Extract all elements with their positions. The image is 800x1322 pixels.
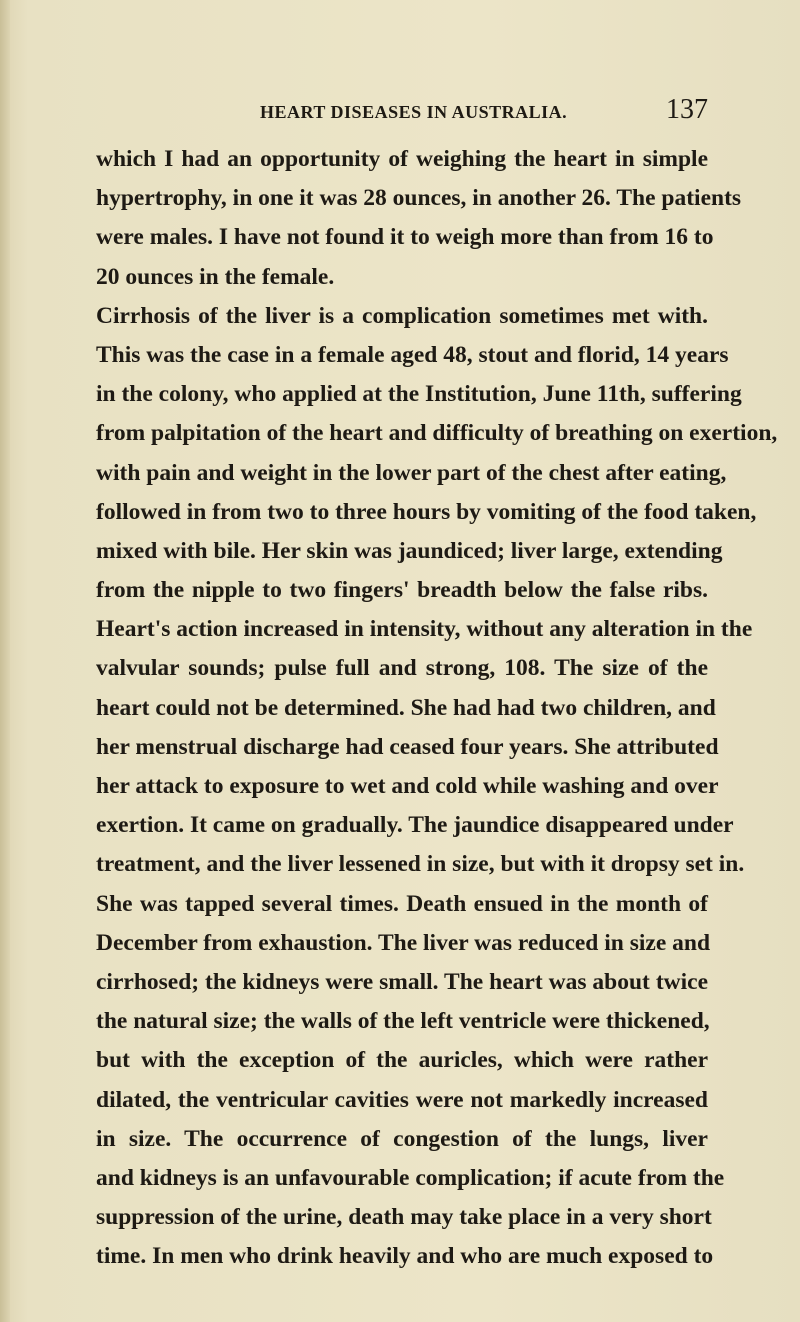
text-line: her attack to exposure to wet and cold while washing and over: [96, 773, 719, 799]
text-line: but with the exception of the auricles, which were rather: [96, 1047, 708, 1074]
text-line: from the nipple to two fingers' breadth below the false ribs.: [96, 577, 708, 604]
text-line: treatment, and the liver lessened in size, but with it dropsy set in.: [96, 851, 745, 878]
text-line: She was tapped several times. Death ensued in the month of: [96, 890, 708, 917]
text-line: cirrhosed; the kidneys were small. The heart was about twice: [96, 968, 708, 995]
text-line: in size. The occurrence of congestion of the lungs, liver: [96, 1125, 708, 1152]
text-line: followed in from two to three hours by vomiting of the food taken,: [96, 498, 757, 525]
text-line: time. In men who drink heavily and who are much exposed to: [96, 1243, 714, 1270]
page-number: 137: [666, 94, 708, 125]
text-line: This was the case in a female aged 48, stout and florid, 14 years: [96, 341, 729, 368]
text-line: were males. I have not found it to weigh more than from 16 to: [96, 224, 714, 251]
text-line: Cirrhosis of the liver is a complication sometimes met with.: [96, 302, 708, 329]
text-line: Heart's action increased in intensity, without any alteration in the: [96, 616, 753, 643]
running-title: HEART DISEASES IN AUSTRALIA.: [260, 102, 568, 122]
text-line: in the colony, who applied at the Institution, June 11th, suffering: [96, 381, 742, 408]
page-binding-edge: [0, 0, 10, 1322]
text-line: mixed with bile. Her skin was jaundiced; liver large, extending: [96, 537, 723, 564]
text-line: December from exhaustion. The liver was reduced in size and: [96, 929, 711, 956]
text-line: valvular sounds; pulse full and strong, 108. The size of the: [96, 655, 708, 682]
text-line: suppression of the urine, death may take place in a very short: [96, 1204, 712, 1231]
text-line: which I had an opportunity of weighing the heart in simple: [96, 146, 708, 172]
text-line: from palpitation of the heart and difficulty of breathing on exertion,: [96, 420, 778, 447]
text-line: and kidneys is an unfavourable complication; if acute from the: [96, 1164, 725, 1191]
text-line: 20 ounces in the female.: [96, 263, 335, 290]
text-line: heart could not be determined. She had had two children, and: [96, 694, 716, 721]
body-text: [96, 140, 778, 1276]
text-line: exertion. It came on gradually. The jaundice disappeared under: [96, 812, 734, 839]
text-line: dilated, the ventricular cavities were not markedly increased: [96, 1086, 708, 1113]
text-line: with pain and weight in the lower part of the chest after eating,: [96, 459, 727, 486]
text-line: hypertrophy, in one it was 28 ounces, in another 26. The patients: [96, 185, 742, 212]
text-line: her menstrual discharge had ceased four years. She attributed: [96, 733, 719, 760]
running-head: [96, 96, 708, 128]
text-line: the natural size; the walls of the left ventricle were thickened,: [96, 1008, 710, 1035]
